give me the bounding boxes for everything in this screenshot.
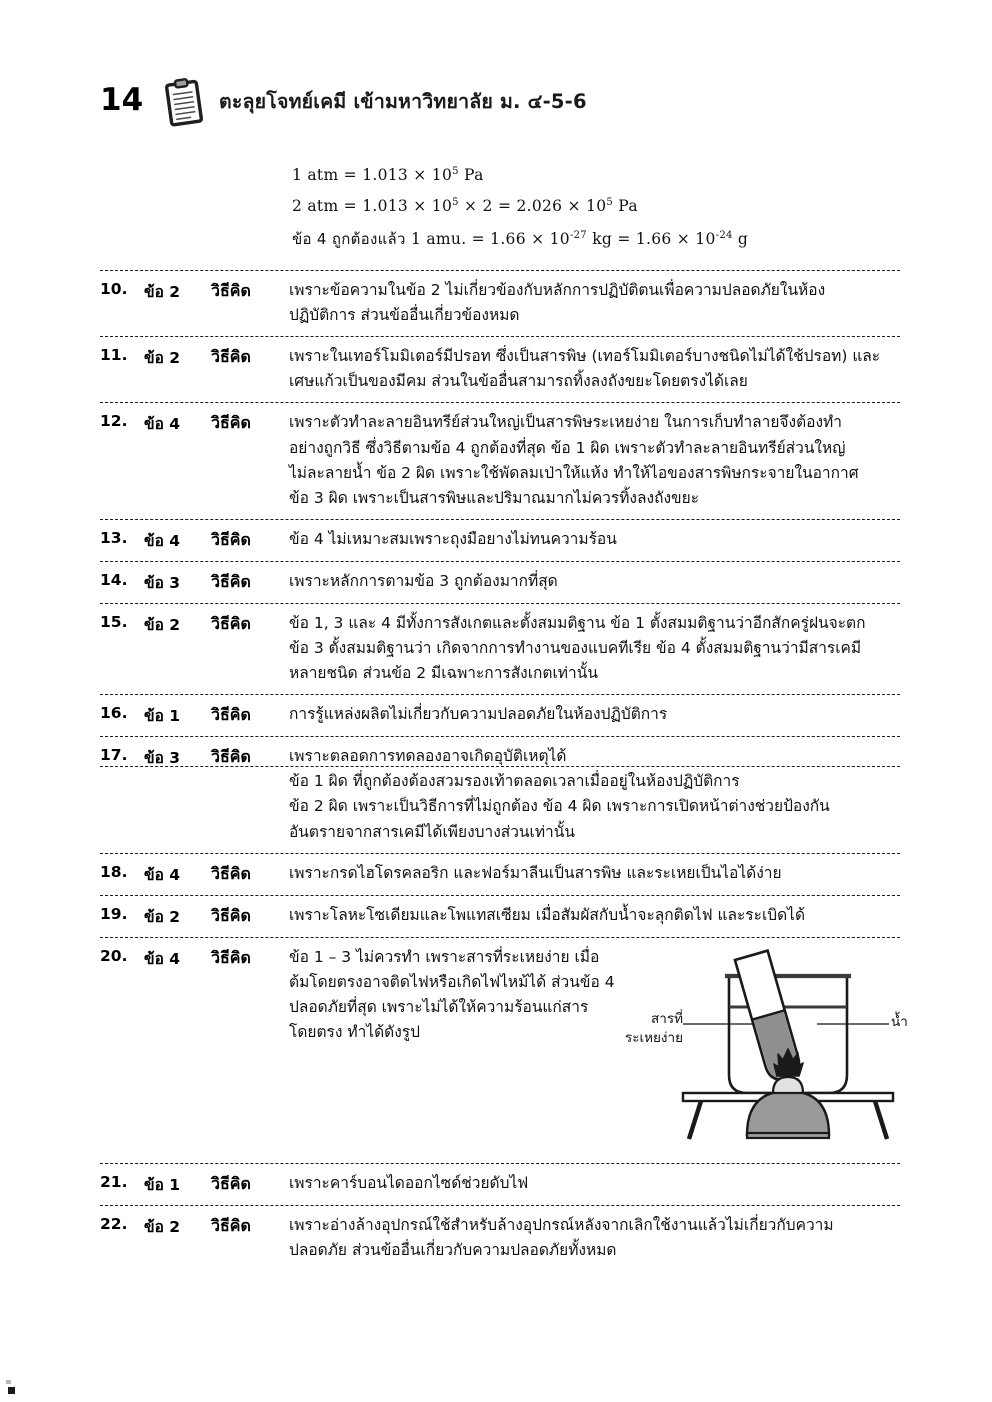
- answer-row: [100, 737, 900, 852]
- answer-body-line: การรู้แหล่งผลิตไม่เกี่ยวกับความปลอดภัยในห้องปฏิบัติการ: [289, 705, 668, 724]
- answer-number: 19.: [100, 904, 128, 923]
- answer-body-line: ข้อ 2 ผิด เพราะเป็นวิธีการที่ไม่ถูกต้อง ข้อ 4 ผิด เพราะการเปิดหน้าต่างช่วยป้องกัน: [289, 797, 830, 816]
- answer-choice: ข้อ 4: [144, 865, 181, 884]
- answer-number: 22.: [100, 1214, 128, 1233]
- answer-body-line: เพราะข้อความในข้อ 2 ไม่เกี่ยวข้องกับหลักการปฏิบัติตนเพื่อความปลอดภัยในห้อง: [289, 281, 826, 299]
- method-label: วิธีคิด: [211, 529, 251, 549]
- formula-line-amu: [292, 227, 892, 251]
- answer-row: [100, 1164, 900, 1205]
- figure-label-left-line2: ระเหยง่าย: [624, 1030, 683, 1047]
- page-number: 14: [100, 81, 144, 118]
- scan-corner-mark: [6, 1380, 11, 1384]
- formula-2atm-mid: × 2 = 2.026 × 10: [458, 196, 607, 215]
- answer-body-line: ข้อ 3 ตั้งสมมติฐานว่า เกิดจากการทำงานของแบคทีเรีย ข้อ 4 ตั้งสมมติฐานว่ามีสารเคมี: [289, 638, 862, 657]
- answer-body-line: ข้อ 1 ผิด ที่ถูกต้องต้องสวมรองเท้าตลอดเวลาเมื่ออยู่ในห้องปฏิบัติการ: [289, 772, 740, 791]
- answer-row: [100, 854, 900, 895]
- answer-body: [289, 861, 900, 886]
- method-label: วิธีคิด: [211, 571, 251, 591]
- scan-corner-mark: [8, 1387, 15, 1394]
- formula-amu-exponent-2: -24: [715, 229, 733, 241]
- answer-body-line: ข้อ 3 ผิด เพราะเป็นสารพิษและปริมาณมากไม่ควรทิ้งลงถังขยะ: [289, 488, 700, 507]
- answer-body: [289, 527, 900, 552]
- answer-body-line: ข้อ 1 – 3 ไม่ควรทำ เพราะสารที่ระเหยง่าย เมื่อ: [289, 947, 600, 966]
- formula-1atm-prefix: 1 atm = 1.013 × 10: [292, 166, 453, 184]
- answer-body-line: ไม่ละลายน้ำ ข้อ 2 ผิด เพราะใช้พัดลมเป่าให้แห้ง ทำให้ไอของสารพิษกระจายในอากาศ: [289, 463, 859, 482]
- answer-row: [100, 938, 908, 1163]
- formula-amu-thai: ข้อ 4 ถูกต้องแล้ว: [292, 230, 406, 248]
- answer-row: [100, 562, 900, 603]
- page-header: [100, 72, 900, 134]
- answer-body: [289, 702, 900, 727]
- answer-body-line: เพราะคาร์บอนไดออกไซด์ช่วยดับไฟ: [289, 1173, 529, 1192]
- method-label: วิธีคิด: [211, 1215, 251, 1235]
- answer-choice: ข้อ 3: [144, 749, 181, 768]
- answer-body-line: เพราะกรดไฮโดรคลอริก และฟอร์มาลีนเป็นสารพิษ และระเหยเป็นไอได้ง่าย: [289, 863, 782, 882]
- answer-choice: ข้อ 2: [144, 615, 181, 634]
- method-label: วิธีคิด: [211, 863, 251, 883]
- formula-amu-prefix: 1 amu. = 1.66 × 10: [405, 230, 570, 248]
- answer-number: 13.: [100, 528, 128, 547]
- answer-body: [289, 744, 900, 844]
- answer-body: [289, 611, 900, 686]
- answer-list: [100, 270, 908, 1271]
- answer-choice: ข้อ 2: [144, 349, 181, 368]
- method-label: วิธีคิด: [211, 613, 251, 633]
- answer-number: 12.: [100, 412, 128, 431]
- answer-choice: ข้อ 3: [144, 573, 181, 592]
- answer-body: [289, 945, 619, 1045]
- formula-amu-exponent-1: -27: [569, 229, 587, 241]
- answer-row: [100, 337, 900, 402]
- answer-body-line: อันตรายจากสารเคมีได้เพียงบางส่วนเท่านั้น: [289, 822, 575, 841]
- answer-body-line: เพราะโลหะโซเดียมและโพแทสเซียม เมื่อสัมผัสกับน้ำจะลุกติดไฟ และระเบิดได้: [289, 905, 806, 924]
- figure-label-left-line1: สารที่: [651, 1010, 683, 1027]
- answer-body: [289, 278, 900, 328]
- answer-number: 21.: [100, 1172, 128, 1191]
- answer-number: 15.: [100, 612, 128, 631]
- answer-body-line: อย่างถูกวิธี ซึ่งวิธีตามข้อ 4 ถูกต้องที่สุด ข้อ 1 ผิด เพราะตัวทำละลายอินทรีย์ส่วนใหญ่: [289, 438, 846, 457]
- answer-body-line: เพราะอ่างล้างอุปกรณ์ใช้สำหรับล้างอุปกรณ์หลังจากเลิกใช้งานแล้วไม่เกี่ยวกับความ: [289, 1215, 834, 1234]
- answer-choice: ข้อ 1: [144, 1175, 181, 1194]
- answer-body-line: ข้อ 4 ไม่เหมาะสมเพราะถุงมือยางไม่ทนความร้อน: [289, 529, 617, 548]
- answer-body-line: เพราะหลักการตามข้อ 3 ถูกต้องมากที่สุด: [289, 571, 558, 590]
- tripod-leg-right: [875, 1101, 887, 1139]
- figure-label-right: น้ำ: [891, 1013, 908, 1030]
- answer-body-line: เศษแก้วเป็นของมีคม ส่วนในข้ออื่นสามารถทิ้งลงถังขยะโดยตรงได้เลย: [289, 372, 748, 391]
- answer-body-line: โดยตรง ทำได้ดังรูป: [289, 1022, 420, 1041]
- answer-body-line: เพราะตัวทำละลายอินทรีย์ส่วนใหญ่เป็นสารพิษระเหยง่าย ในการเก็บทำลายจึงต้องทำ: [289, 413, 842, 432]
- method-label: วิธีคิด: [211, 347, 251, 367]
- answer-row: [100, 1206, 900, 1271]
- formula-2atm-suffix: Pa: [613, 196, 638, 215]
- row-divider: [100, 766, 900, 767]
- answer-row: [100, 271, 900, 336]
- method-label: วิธีคิด: [211, 1173, 251, 1193]
- answer-row: [100, 403, 900, 518]
- clipboard-icon: [162, 76, 208, 130]
- tripod-leg-left: [689, 1101, 701, 1139]
- answer-choice: ข้อ 1: [144, 707, 181, 726]
- answer-row: [100, 695, 900, 736]
- answer-choice: ข้อ 2: [144, 907, 181, 926]
- answer-row: [100, 604, 900, 694]
- answer-body-line: ปลอดภัยที่สุด เพราะไม่ได้ให้ความร้อนแก่สาร: [289, 997, 589, 1016]
- answer-body-line: ข้อ 1, 3 และ 4 มีทั้งการสังเกตและตั้งสมมติฐาน ข้อ 1 ตั้งสมมติฐานว่าอีกสักครู่ฝนจะตก: [289, 613, 866, 632]
- answer-number: 17.: [100, 746, 128, 765]
- figure-label-left: [621, 1010, 683, 1049]
- answer-body-line: ต้มโดยตรงอาจติดไฟหรือเกิดไฟไหม้ได้ ส่วนข้อ 4: [289, 972, 615, 991]
- answer-choice: ข้อ 2: [144, 283, 181, 301]
- method-label: วิธีคิด: [211, 947, 251, 967]
- water-bath-heating-diagram: [621, 945, 921, 1141]
- formula-2atm-exponent-1: 5: [452, 196, 459, 208]
- answer-body-line: เพราะในเทอร์โมมิเตอร์มีปรอท ซึ่งเป็นสารพิษ (เทอร์โมมิเตอร์บางชนิดไม่ได้ใช้ปรอท) และ: [289, 347, 881, 366]
- method-label: วิธีคิด: [211, 413, 251, 433]
- answer-choice: ข้อ 4: [144, 415, 181, 434]
- answer-number: 10.: [100, 280, 128, 298]
- answer-number: 14.: [100, 570, 128, 589]
- answer-body-line: ปลอดภัย ส่วนข้ออื่นเกี่ยวกับความปลอดภัยทั้งหมด: [289, 1240, 617, 1259]
- answer-number: 20.: [100, 946, 128, 965]
- formula-2atm-prefix: 2 atm = 1.013 × 10: [292, 196, 453, 215]
- answer-body-line: ปฏิบัติการ ส่วนข้ออื่นเกี่ยวข้องหมด: [289, 306, 520, 325]
- answer-body: [289, 1171, 900, 1196]
- answer-number: 16.: [100, 704, 128, 723]
- answer-row: [100, 520, 900, 561]
- answer-body: [289, 344, 900, 394]
- method-label: วิธีคิด: [211, 905, 251, 925]
- formula-amu-suffix: g: [732, 230, 749, 248]
- answer-body: [289, 410, 900, 510]
- formula-line-1atm: [292, 166, 892, 184]
- formula-line-2atm: [292, 197, 892, 215]
- answer-choice: ข้อ 4: [144, 949, 181, 968]
- method-label: วิธีคิด: [211, 705, 251, 725]
- answer-row: [100, 896, 900, 937]
- answer-number: 18.: [100, 862, 128, 881]
- answer-choice: ข้อ 2: [144, 1217, 181, 1236]
- answer-body-line: เพราะตลอดการทดลองอาจเกิดอุบัติเหตุได้: [289, 747, 567, 766]
- answer-body: [289, 569, 900, 594]
- burner-neck: [773, 1077, 803, 1093]
- method-label: วิธีคิด: [211, 747, 251, 767]
- formula-amu-mid: kg = 1.66 × 10: [586, 230, 716, 248]
- answer-number: 11.: [100, 346, 128, 365]
- answer-body: [289, 903, 900, 928]
- formula-2atm-exponent-2: 5: [606, 196, 614, 208]
- answer-body-line: หลายชนิด ส่วนข้อ 2 มีเฉพาะการสังเกตเท่านั้น: [289, 664, 598, 683]
- formula-1atm-suffix: Pa: [458, 166, 484, 184]
- method-label: วิธีคิด: [211, 281, 251, 300]
- answer-choice: ข้อ 4: [144, 531, 181, 550]
- page-title: ตะลุยโจทย์เคมี เข้ามหาวิทยาลัย ม. ๔-5-6: [219, 90, 587, 113]
- answer-body: [289, 1213, 900, 1263]
- formula-block: [292, 166, 892, 264]
- formula-1atm-exponent: 5: [452, 165, 459, 177]
